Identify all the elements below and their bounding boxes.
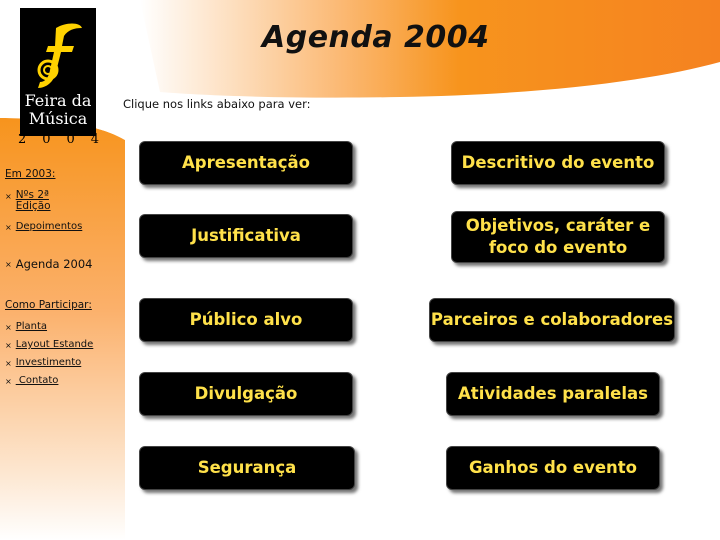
parceiros-button-label: Parceiros e colaboradores bbox=[430, 310, 674, 329]
justificativa-button-label: Justificativa bbox=[191, 226, 301, 245]
sidebar-item-contato[interactable] bbox=[5, 375, 120, 388]
sidebar-item-planta[interactable] bbox=[5, 321, 120, 334]
publico-alvo-button[interactable] bbox=[139, 298, 353, 342]
sidebar-item-layout-estande[interactable] bbox=[5, 339, 120, 352]
ganhos-button-label: Ganhos do evento bbox=[468, 458, 638, 477]
sidebar-item-edicao[interactable] bbox=[5, 190, 120, 212]
page-subtitle: Clique nos links abaixo para ver: bbox=[123, 97, 311, 111]
bullet-icon: × bbox=[5, 359, 12, 368]
descritivo-button-label: Descritivo do evento bbox=[461, 153, 655, 172]
sidebar-nav bbox=[5, 168, 120, 388]
sidebar-item-depoimentos[interactable] bbox=[5, 221, 120, 234]
divulgacao-button[interactable] bbox=[139, 372, 353, 416]
sidebar-link-edicao[interactable]: Nºs 2ª Edição bbox=[15, 189, 51, 212]
logo-line2: Música bbox=[28, 109, 88, 128]
sidebar-link-investimento[interactable]: Investimento bbox=[15, 357, 82, 368]
logo-year-digit: 0 bbox=[42, 132, 52, 147]
sidebar-link-depoimentos[interactable]: Depoimentos bbox=[15, 221, 83, 232]
parceiros-button[interactable] bbox=[429, 298, 675, 342]
logo-year-digit: 0 bbox=[66, 132, 76, 147]
logo-year-digit: 4 bbox=[90, 132, 100, 147]
apresentacao-button-label: Apresentação bbox=[182, 153, 310, 172]
bullet-icon: × bbox=[5, 260, 12, 269]
objetivos-button-label-line2: foco do evento bbox=[488, 238, 628, 257]
sidebar-item-agenda[interactable] bbox=[5, 258, 120, 271]
justificativa-button[interactable] bbox=[139, 214, 353, 258]
objetivos-button-label-line1: Objetivos, caráter e bbox=[465, 216, 651, 235]
objetivos-button[interactable] bbox=[451, 211, 665, 263]
bullet-icon: × bbox=[5, 223, 12, 232]
publico-alvo-button-label: Público alvo bbox=[189, 310, 303, 329]
music-f-logo-icon bbox=[34, 22, 84, 90]
atividades-paralelas-button[interactable] bbox=[446, 372, 660, 416]
sidebar-section-em-2003[interactable]: Em 2003: bbox=[5, 168, 56, 180]
bullet-icon: × bbox=[5, 192, 12, 201]
feira-da-musica-logo bbox=[20, 8, 96, 136]
bullet-icon: × bbox=[5, 323, 12, 332]
sidebar-link-agenda-current: Agenda 2004 bbox=[15, 257, 93, 271]
sidebar-section-como-participar[interactable]: Como Participar: bbox=[5, 299, 92, 311]
sidebar-link-layout-estande[interactable]: Layout Estande bbox=[15, 339, 94, 350]
ganhos-do-evento-button[interactable] bbox=[446, 446, 660, 490]
atividades-button-label: Atividades paralelas bbox=[458, 384, 648, 403]
logo-year bbox=[18, 132, 100, 147]
descritivo-do-evento-button[interactable] bbox=[451, 141, 665, 185]
sidebar-item-investimento[interactable] bbox=[5, 357, 120, 370]
sidebar-link-planta[interactable]: Planta bbox=[15, 321, 48, 332]
logo-line1: Feira da bbox=[24, 91, 92, 110]
divulgacao-button-label: Divulgação bbox=[194, 384, 298, 403]
bullet-icon: × bbox=[5, 377, 12, 386]
seguranca-button[interactable] bbox=[139, 446, 355, 490]
sidebar-link-contato[interactable]: Contato bbox=[15, 375, 59, 386]
seguranca-button-label: Segurança bbox=[197, 458, 297, 477]
page-title: Agenda 2004 bbox=[262, 20, 490, 55]
logo-year-digit: 2 bbox=[18, 132, 28, 147]
bullet-icon: × bbox=[5, 341, 12, 350]
apresentacao-button[interactable] bbox=[139, 141, 353, 185]
